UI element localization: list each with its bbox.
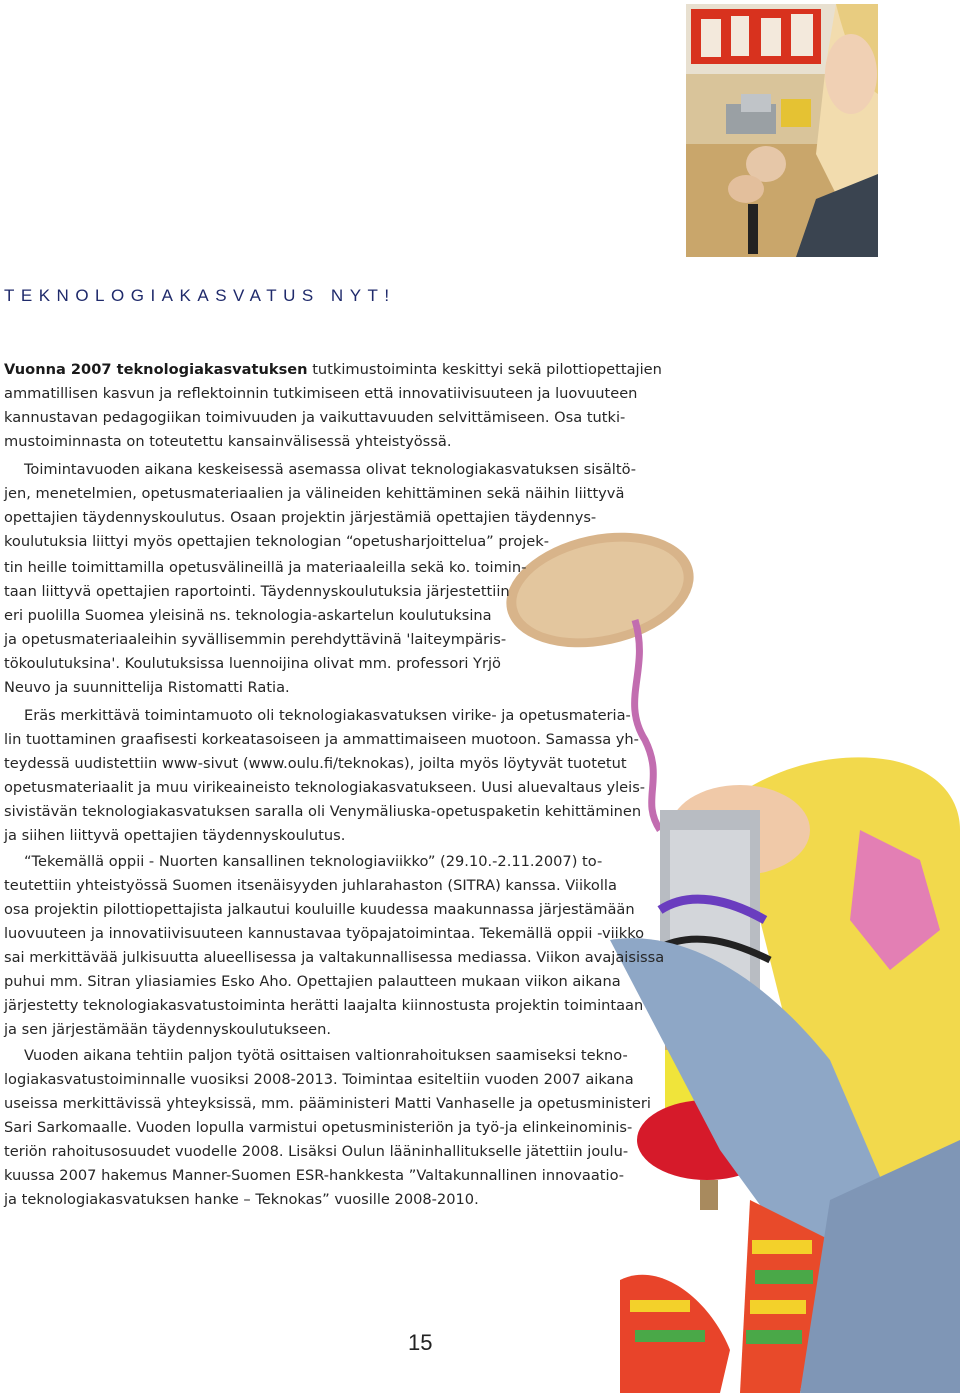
body-line: ja siihen liittyvä opettajien täydennyskoulutus. xyxy=(4,827,346,844)
body-line: kuussa 2007 hakemus Manner-Suomen ESR-hankkesta ”Valtakunnallinen innovaatio- xyxy=(4,1167,625,1184)
body-line: useissa merkittävissä yhteyksissä, mm. pääministeri Matti Vanhaselle ja opetusministeri xyxy=(4,1095,651,1112)
body-line: osa projektin pilottiopettajista jalkautui kouluille kuudessa maakunnassa järjestämään xyxy=(4,901,635,918)
body-line: teriön rahoitusosuudet vuodelle 2008. Lisäksi Oulun lääninhallitukselle jätettiin joulu- xyxy=(4,1143,629,1160)
body-line xyxy=(4,358,662,382)
body-line: ja sen järjestämään täydennyskoulutukseen. xyxy=(4,1021,331,1038)
body-line: sai merkittävää julkisuutta alueellisessa ja valtakunnallisessa mediassa. Viikon avajaisissa xyxy=(4,949,665,966)
body-line: koulutuksia liittyi myös opettajien teknologian “opetusharjoittelua” projek- xyxy=(4,533,549,550)
body-line: Sari Sarkomaalle. Vuoden lopulla varmistui opetusministeriön ja työ-ja elinkeinominis- xyxy=(4,1119,633,1136)
body-line: ja teknologiakasvatuksen hanke – Teknokas” vuosille 2008-2010. xyxy=(4,1191,479,1208)
body-line: mustoiminnasta on toteutettu kansainvälisessä yhteistyössä. xyxy=(4,433,452,450)
body-line: “Tekemällä oppii - Nuorten kansallinen teknologiaviikko” (29.10.-2.11.2007) to- xyxy=(24,853,603,870)
body-line: Eräs merkittävä toimintamuoto oli teknologiakasvatuksen virike- ja opetusmateria- xyxy=(24,707,631,724)
page-number: 15 xyxy=(408,1330,433,1355)
section-heading: TEKNOLOGIAKASVATUS NYT! xyxy=(4,286,396,305)
body-line: Toimintavuoden aikana keskeisessä asemassa olivat teknologiakasvatuksen sisältö- xyxy=(24,461,637,478)
body-line-text: tutkimustoiminta keskittyi sekä pilottiopettajien xyxy=(307,361,662,378)
body-line: ammatillisen kasvun ja reflektoinnin tutkimiseen että innovatiivisuuteen ja luovuuteen xyxy=(4,385,638,402)
body-line: logiakasvatustoiminnalle vuosiksi 2008-2013. Toimintaa esiteltiin vuoden 2007 aikana xyxy=(4,1071,634,1088)
body-line: luovuuteen ja innovatiivisuuteen kannustavaa työpajatoimintaa. Tekemällä oppii -viikko xyxy=(4,925,645,942)
body-line: tin heille toimittamilla opetusvälineillä ja materiaaleilla sekä ko. toimin- xyxy=(4,559,527,576)
body-line: puhui mm. Sitran yliasiamies Esko Aho. Opettajien palautteen mukaan viikon aikana xyxy=(4,973,621,990)
body-line: eri puolilla Suomea yleisinä ns. teknologia-askartelun koulutuksina xyxy=(4,607,492,624)
body-line: taan liittyvä opettajien raportointi. Täydennyskoulutuksia järjestettiin xyxy=(4,583,510,600)
body-line: järjestetty teknologiakasvatustoiminta herätti laajalta kiinnostusta projektin toimintaan xyxy=(4,997,644,1014)
body-line: opettajien täydennyskoulutus. Osaan projektin järjestämiä opettajien täydennys- xyxy=(4,509,597,526)
body-line: kannustavan pedagogiikan toimivuuden ja vaikuttavuuden selvittämiseen. Osa tutki- xyxy=(4,409,626,426)
body-line: opetusmateriaalit ja muu virikeaineisto teknologiakasvatukseen. Uusi aluevaltaus yleis- xyxy=(4,779,646,796)
body-line: tökoulutuksina'. Koulutuksissa luennoijina olivat mm. professori Yrjö xyxy=(4,655,501,672)
body-line: Neuvo ja suunnittelija Ristomatti Ratia. xyxy=(4,679,290,696)
body-line: lin tuottaminen graafisesti korkeatasoiseen ja ammattimaiseen muotoon. Samassa yh- xyxy=(4,731,639,748)
photo-child-electronics xyxy=(686,4,878,257)
body-line: teydessä uudistettiin www-sivut (www.oulu.fi/teknokas), joilta myös löytyvät tuotetut xyxy=(4,755,627,772)
body-line: teutettiin yhteistyössä Suomen itsenäisyyden juhlarahaston (SITRA) kanssa. Viikolla xyxy=(4,877,617,894)
body-line: Vuoden aikana tehtiin paljon työtä osittaisen valtionrahoituksen saamiseksi tekno- xyxy=(24,1047,628,1064)
intro-bold-lead: Vuonna 2007 teknologiakasvatuksen xyxy=(4,361,308,378)
body-line: ja opetusmateriaaleihin syvällisemmin perehdyttävinä 'laiteympäris- xyxy=(4,631,507,648)
body-line: jen, menetelmien, opetusmateriaalien ja välineiden kehittäminen sekä näihin liittyvä xyxy=(4,485,625,502)
body-line: sivistävän teknologiakasvatuksen saralla oli Venymäliuska-opetuspaketin kehittäminen xyxy=(4,803,642,820)
